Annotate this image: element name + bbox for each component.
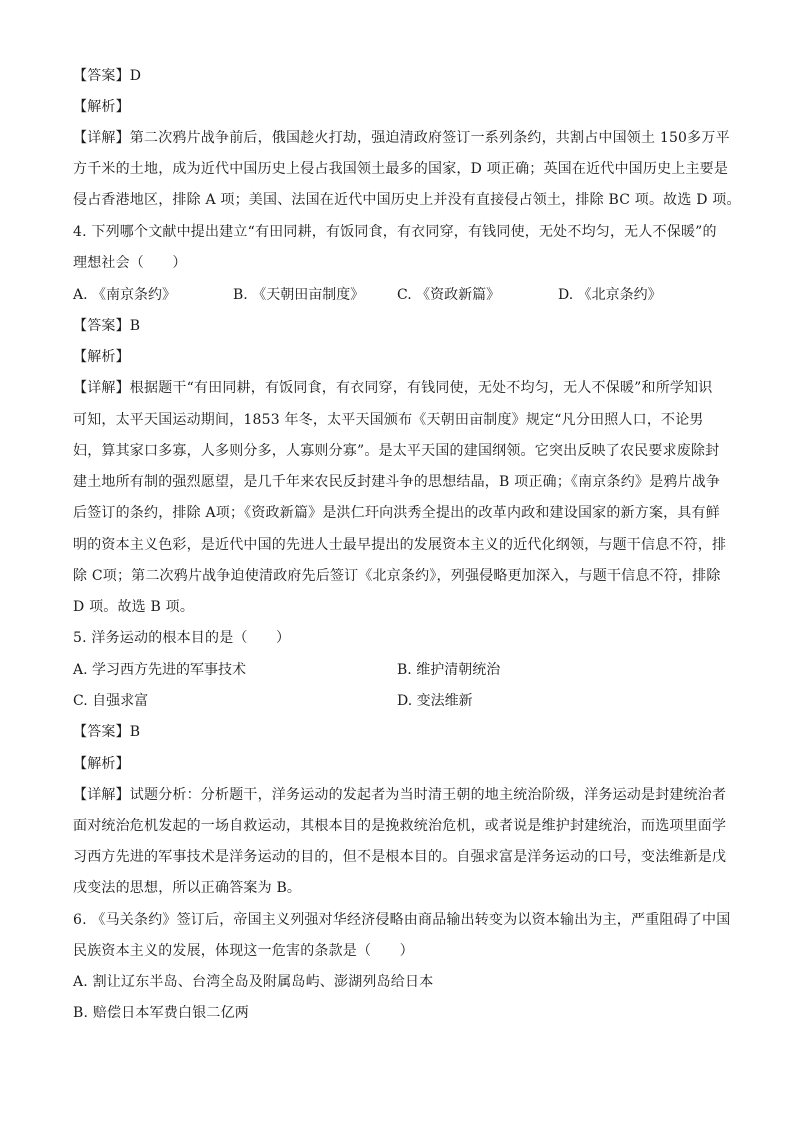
q5-option-d: D. 变法维新 [397, 693, 473, 709]
q4-option-a: A. 《南京条约》 [73, 287, 177, 303]
explanation-q4-line2: 可知，太平天国运动期间，1853 年冬，太平天国颁布《天朝田亩制度》规定“凡分田照人口，不论男 [73, 412, 704, 428]
explanation-q5-line3: 习西方先进的军事技术是洋务运动的目的，但不是根本目的。自强求富是洋务运动的口号，变法维新是戊 [73, 849, 727, 865]
explanation-q4-line8: D 项。故选 B 项。 [73, 599, 195, 615]
q5-option-c: C. 自强求富 [73, 693, 149, 709]
q5-option-a: A. 学习西方先进的军事技术 [73, 662, 247, 678]
question-5: 5. 洋务运动的根本目的是（ ） [73, 630, 291, 646]
explanation-q4-line3: 妇，算其家口多寡，人多则分多，人寡则分寡”。是太平天国的建国纲领。它突出反映了农民要求废除封 [73, 443, 720, 459]
explanation-q4-line7: 除 C项；第二次鸦片战争迫使清政府先后签订《北京条约》，列强侵略更加深入，与题干信息不符，排除 [73, 568, 721, 584]
analysis-heading-q4: 【解析】 [73, 349, 130, 365]
q5-option-b: B. 维护清朝统治 [397, 662, 501, 678]
question-6-line1: 6. 《马关条约》签订后，帝国主义列强对华经济侵略由商品输出转变为以资本输出为主，严重阻碍了中国 [73, 912, 731, 928]
explanation-q4-line4: 建土地所有制的强烈愿望，是几千年来农民反封建斗争的思想结晶，B 项正确；《南京条约》是鸦片战争 [73, 474, 721, 490]
explanation-q5-line2: 面对统治危机发起的一场自救运动，其根本目的是挽救统治危机，或者说是维护封建统治，而选项里面学 [73, 818, 727, 834]
q6-option-a: A. 割让辽东半岛、台湾全岛及附属岛屿、澎湖列岛给日本 [73, 974, 434, 990]
answer-q3: 【答案】D [73, 68, 142, 84]
q6-option-b: B. 赔偿日本军费白银二亿两 [73, 1005, 249, 1021]
q4-option-c: C. 《资政新篇》 [397, 287, 501, 303]
answer-q4: 【答案】B [73, 318, 141, 334]
answer-q5: 【答案】B [73, 724, 141, 740]
analysis-heading-q3: 【解析】 [73, 99, 130, 115]
explanation-q5-line1: 【详解】试题分析：分析题干，洋务运动的发起者为当时清王朝的地主统治阶级，洋务运动是封建统治者 [73, 787, 727, 803]
analysis-heading-q5: 【解析】 [73, 756, 130, 772]
explanation-q5-line4: 戌变法的思想，所以正确答案为 B。 [73, 880, 302, 896]
question-6-line2: 民族资本主义的发展，体现这一危害的条款是（ ） [73, 943, 414, 959]
question-4-line1: 4. 下列哪个文献中提出建立“有田同耕，有饭同食，有衣同穿，有钱同使，无处不均匀，无人不保暖”的 [73, 224, 717, 240]
q4-option-b: B. 《天朝田亩制度》 [233, 287, 365, 303]
explanation-q3-line2: 方千米的土地，成为近代中国历史上侵占我国领土最多的国家，D 项正确；英国在近代中国历史上主要是 [73, 161, 729, 177]
explanation-q4-line5: 后签订的条约，排除 A项；《资政新篇》是洪仁玕向洪秀全提出的改革内政和建设国家的新方案，具有鲜 [73, 505, 720, 521]
explanation-q3-line1: 【详解】第二次鸦片战争前后，俄国趁火打劫，强迫清政府签订一系列条约，共割占中国领土 150多万平 [73, 130, 730, 146]
question-4-line2: 理想社会（ ） [73, 255, 187, 271]
explanation-q4-line6: 明的资本主义色彩，是近代中国的先进人士最早提出的发展资本主义的近代化纲领，与题干信息不符，排 [73, 537, 727, 553]
explanation-q3-line3: 侵占香港地区，排除 A 项；美国、法国在近代中国历史上并没有直接侵占领土，排除 BC 项。故选 D 项。 [73, 192, 741, 208]
explanation-q4-line1: 【详解】根据题干“有田同耕，有饭同食，有衣同穿，有钱同使，无处不均匀，无人不保暖”和所学知识 [73, 380, 713, 396]
q4-option-d: D. 《北京条约》 [558, 287, 662, 303]
